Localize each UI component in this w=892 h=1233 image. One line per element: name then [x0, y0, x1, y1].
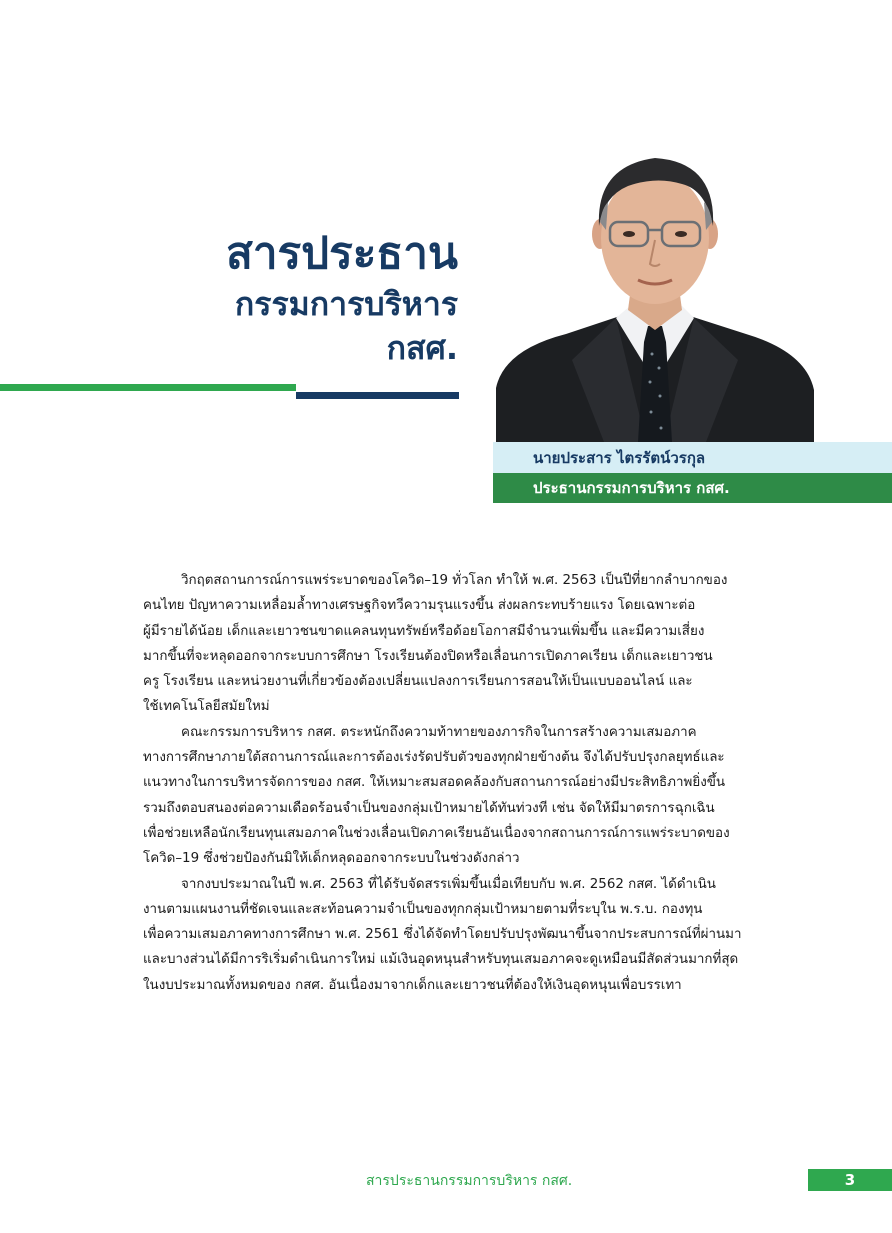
body-line: ทางการศึกษาภายใต้สถานการณ์และการต้องเร่งรัดปรับตัวของทุกฝ่ายข้างต้น จึงได้ปรับปรุงกลยุทธ์และ — [143, 750, 725, 766]
body-line: คนไทย ปัญหาความเหลื่อมล้ำทางเศรษฐกิจทวีความรุนแรงขึ้น ส่งผลกระทบร้ายแรง โดยเฉพาะต่อ — [143, 598, 696, 614]
title-line-2: กรรมการบริหาร — [234, 285, 458, 323]
page-number: 3 — [844, 1171, 856, 1189]
body-line: เพื่อความเสมอภาคทางการศึกษา พ.ศ. 2561 ซึ่งได้จัดทำโดยปรับปรุงพัฒนาขึ้นจากประสบการณ์ที่ผ่านมา — [143, 927, 742, 943]
body-line: งานตามแผนงานที่ชัดเจนและสะท้อนความจำเป็นของทุกกลุ่มเป้าหมายตามที่ระบุใน พ.ร.บ. กองทุน — [143, 901, 703, 917]
body-line: คณะกรรมการบริหาร กสศ. ตระหนักถึงความท้าทายของภารกิจในการสร้างความเสมอภาค — [181, 724, 697, 740]
body-line: แนวทางในการบริหารจัดการของ กสศ. ให้เหมาะสมสอดคล้องกับสถานการณ์อย่างมีประสิทธิภาพยิ่งขึ้น — [143, 775, 726, 791]
person-name: นายประสาร ไตรรัตน์วรกุล — [533, 448, 706, 467]
navy-divider — [296, 392, 459, 399]
footer-running-title: สารประธานกรรมการบริหาร กสศ. — [366, 1173, 573, 1189]
body-line: รวมถึงตอบสนองต่อความเดือดร้อนจำเป็นของกลุ่มเป้าหมายได้ทันท่วงที เช่น จัดให้มีมาตรการฉุกเฉิน — [143, 800, 715, 816]
portrait-photo — [496, 130, 814, 442]
page-title — [226, 226, 458, 370]
person-role: ประธานกรรมการบริหาร กสศ. — [533, 479, 730, 497]
title-line-1: สารประธาน — [225, 228, 458, 279]
green-divider — [0, 384, 296, 391]
page-number-box — [808, 1169, 892, 1191]
body-line: ใช้เทคโนโลยีสมัยใหม่ — [143, 699, 270, 715]
title-line-3: กสศ. — [386, 329, 458, 367]
paragraph-2 — [143, 720, 808, 872]
body-line: และบางส่วนได้มีการริเริ่มดำเนินการใหม่ แม้เงินอุดหนุนสำหรับทุนเสมอภาคจะดูเหมือนมีสัดส่วนมากที่สุด — [143, 952, 739, 968]
name-band — [493, 442, 892, 473]
body-line: เพื่อช่วยเหลือนักเรียนทุนเสมอภาคในช่วงเลื่อนเปิดภาคเรียนอันเนื่องจากสถานการณ์การแพร่ระบาดของ — [143, 825, 730, 841]
body-line: โควิด–19 ซึ่งช่วยป้องกันมิให้เด็กหลุดออกจากระบบในช่วงดังกล่าว — [143, 851, 520, 867]
body-line: ครู โรงเรียน และหน่วยงานที่เกี่ยวข้องต้องเปลี่ยนแปลงการเรียนการสอนให้เป็นแบบออนไลน์ และ — [143, 674, 693, 690]
body-line: มากขึ้นที่จะหลุดออกจากระบบการศึกษา โรงเรียนต้องปิดหรือเลื่อนการเปิดภาคเรียน เด็กและเยาวชน — [143, 648, 713, 664]
paragraph-1 — [143, 568, 808, 720]
role-band — [493, 473, 892, 503]
paragraph-3 — [143, 872, 808, 998]
body-line: วิกฤตสถานการณ์การแพร่ระบาดของโควิด–19 ทั่วโลก ทำให้ พ.ศ. 2563 เป็นปีที่ยากลำบากของ — [181, 573, 728, 588]
portrait-photo-icon — [496, 130, 814, 442]
body-line: ผู้มีรายได้น้อย เด็กและเยาวชนขาดแคลนทุนทรัพย์หรือด้อยโอกาสมีจำนวนเพิ่มขึ้น และมีความเสี่ยง — [143, 623, 705, 639]
message-body — [143, 568, 808, 998]
body-line: จากงบประมาณในปี พ.ศ. 2563 ที่ได้รับจัดสรรเพิ่มขึ้นเมื่อเทียบกับ พ.ศ. 2562 กสศ. ได้ดำเนิน — [181, 876, 716, 892]
body-line: ในงบประมาณทั้งหมดของ กสศ. อันเนื่องมาจากเด็กและเยาวชนที่ต้องให้เงินอุดหนุนเพื่อบรรเทา — [143, 977, 682, 993]
